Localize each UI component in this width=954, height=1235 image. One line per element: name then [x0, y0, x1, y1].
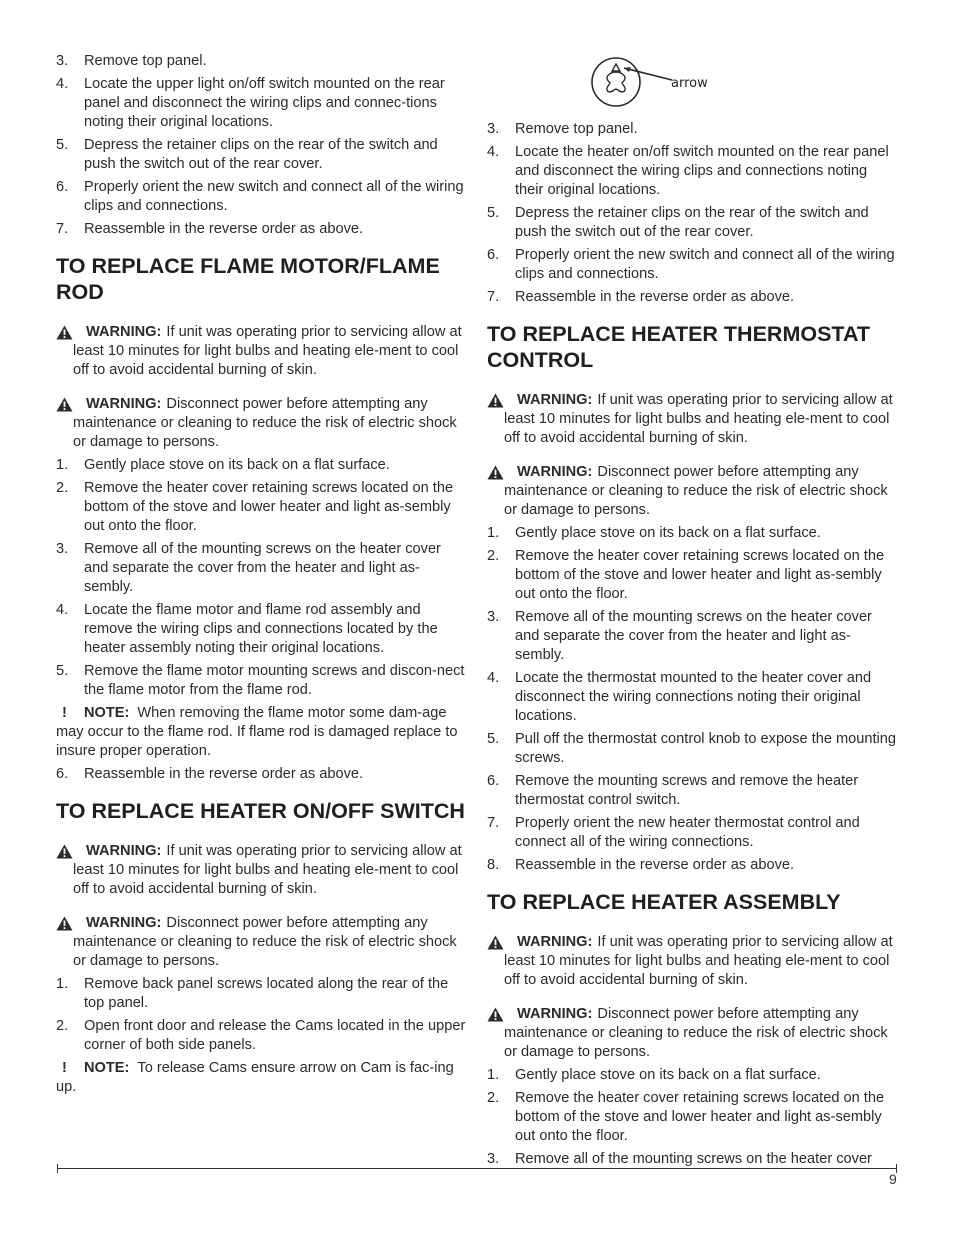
step-text: Locate the flame motor and flame rod assembly and remove the wiring clips and connections located by the heater assembly noting their original locations. [84, 602, 438, 656]
step-number: 6. [56, 766, 69, 782]
step-text: Remove top panel. [515, 121, 638, 137]
list-item [56, 765, 468, 784]
warning-text: Disconnect power before attempting any maintenance or cleaning to reduce the risk of electric shock or damage to persons. [73, 915, 457, 969]
page-number: 9 [889, 1171, 897, 1187]
list-item [56, 1017, 468, 1055]
step-number: 6. [56, 179, 69, 195]
step-text: Remove top panel. [84, 53, 207, 69]
list-item [487, 524, 899, 543]
note-block [56, 704, 468, 761]
list-item [56, 75, 468, 132]
warning-triangle-icon [56, 916, 73, 931]
footer-rule-end-left [57, 1164, 58, 1173]
step-text: Remove back panel screws located along the rear of the top panel. [84, 976, 449, 1011]
step-text: Remove the heater cover retaining screws located on the bottom of the stove and lower heater and light as-sembly out onto the floor. [515, 548, 885, 602]
warning-label: WARNING: [86, 843, 162, 859]
list-item [487, 204, 899, 242]
section-heading-thermostat: TO REPLACE HEATER THERMOSTAT CONTROL [487, 322, 871, 372]
step-text: Remove the mounting screws and remove the heater thermostat control switch. [515, 773, 859, 808]
footer-rule [57, 1168, 897, 1169]
warning-label: WARNING: [517, 934, 593, 950]
warning-label: WARNING: [86, 324, 162, 340]
step-number: 3. [56, 53, 69, 69]
section-heading-flame-motor: TO REPLACE FLAME MOTOR/FLAME ROD [56, 254, 440, 304]
warning-text: If unit was operating prior to servicing allow at least 10 minutes for light bulbs and heating ele-ment to cool off to avoid accidental burning of skin. [73, 843, 462, 897]
list-item [487, 120, 899, 139]
step-number: 1. [56, 976, 69, 992]
list-item [487, 246, 899, 284]
warning-triangle-icon [56, 844, 73, 859]
list-item [487, 1150, 899, 1169]
step-number: 8. [487, 857, 500, 873]
step-text: Pull off the thermostat control knob to expose the mounting screws. [515, 731, 897, 766]
step-text: Reassemble in the reverse order as above. [84, 221, 364, 237]
step-text: Depress the retainer clips on the rear of the switch and push the switch out of the rear cover. [515, 205, 869, 240]
warning-label: WARNING: [517, 392, 593, 408]
warning-label: WARNING: [86, 396, 162, 412]
step-text: Reassemble in the reverse order as above. [84, 766, 364, 782]
warning-label: WARNING: [517, 1006, 593, 1022]
step-number: 4. [56, 76, 69, 92]
warning-block [487, 933, 899, 990]
list-item [56, 136, 468, 174]
step-text: Remove all of the mounting screws on the heater cover and separate the cover from the heater and light as-sembly. [84, 541, 441, 595]
step-number: 1. [487, 1067, 500, 1083]
step-text: Reassemble in the reverse order as above. [515, 857, 795, 873]
note-label: NOTE: [84, 705, 130, 721]
step-text: Remove the flame motor mounting screws and discon-nect the flame motor from the flame rod. [84, 663, 465, 698]
warning-text: If unit was operating prior to servicing allow at least 10 minutes for light bulbs and heating ele-ment to cool off to avoid accidental burning of skin. [504, 934, 893, 988]
step-number: 7. [487, 815, 500, 831]
exclamation-icon: ! [62, 1060, 67, 1076]
step-text: Properly orient the new heater thermostat control and connect all of the wiring connections. [515, 815, 860, 850]
step-text: Gently place stove on its back on a flat surface. [84, 457, 390, 473]
section-heading-heater-switch: TO REPLACE HEATER ON/OFF SWITCH [56, 799, 465, 823]
exclamation-icon: ! [62, 705, 67, 721]
thermostat-steps [487, 524, 899, 875]
step-text: Locate the upper light on/off switch mounted on the rear panel and disconnect the wiring clips and connec-tions noting their original locations. [84, 76, 445, 130]
step-number: 4. [487, 670, 500, 686]
left-column [56, 52, 468, 1101]
step-number: 5. [487, 205, 500, 221]
list-item [487, 143, 899, 200]
warning-triangle-icon [487, 393, 504, 408]
flame-motor-final-step [56, 765, 468, 784]
step-text: Locate the thermostat mounted to the heater cover and disconnect the wiring connections noting their original locations. [515, 670, 872, 724]
step-text: Remove all of the mounting screws on the heater cover and separate the cover from the heater and light as-sembly. [515, 609, 872, 663]
step-number: 6. [487, 247, 500, 263]
step-number: 4. [487, 144, 500, 160]
step-number: 2. [56, 1018, 69, 1034]
note-text: When removing the flame motor some dam-age may occur to the flame rod. If flame rod is damaged replace to insure proper operation. [56, 705, 458, 759]
step-text: Properly orient the new switch and connect all of the wiring clips and connections. [84, 179, 464, 214]
cam-illustration-icon [590, 56, 674, 112]
list-item [487, 772, 899, 810]
list-item [56, 601, 468, 658]
warning-triangle-icon [487, 935, 504, 950]
intro-steps [56, 52, 468, 239]
list-item [487, 1066, 899, 1085]
step-number: 1. [487, 525, 500, 541]
step-text: Remove all of the mounting screws on the heater cover [515, 1151, 872, 1167]
step-text: Depress the retainer clips on the rear of the switch and push the switch out of the rear cover. [84, 137, 438, 172]
list-item [56, 178, 468, 216]
step-number: 2. [487, 1090, 500, 1106]
warning-block [56, 842, 468, 899]
step-number: 2. [56, 480, 69, 496]
warning-block [56, 914, 468, 971]
warning-block [56, 323, 468, 380]
warning-triangle-icon [56, 325, 73, 340]
step-number: 5. [487, 731, 500, 747]
list-item [56, 975, 468, 1013]
step-number: 5. [56, 663, 69, 679]
list-item [487, 547, 899, 604]
warning-block [487, 463, 899, 520]
step-text: Properly orient the new switch and connect all of the wiring clips and connections. [515, 247, 895, 282]
note-text: To release Cams ensure arrow on Cam is fac-ing up. [56, 1060, 454, 1095]
step-text: Open front door and release the Cams located in the upper corner of both side panels. [84, 1018, 466, 1053]
warning-text: If unit was operating prior to servicing allow at least 10 minutes for light bulbs and heating ele-ment to cool off to avoid accidental burning of skin. [73, 324, 462, 378]
step-text: Reassemble in the reverse order as above. [515, 289, 795, 305]
warning-block [56, 395, 468, 452]
step-text: Gently place stove on its back on a flat surface. [515, 525, 821, 541]
warning-text: Disconnect power before attempting any maintenance or cleaning to reduce the risk of electric shock or damage to persons. [73, 396, 457, 450]
step-text: Locate the heater on/off switch mounted on the rear panel and disconnect the wiring clips and connections noting their original locations. [515, 144, 889, 198]
step-number: 7. [487, 289, 500, 305]
step-number: 6. [487, 773, 500, 789]
warning-text: Disconnect power before attempting any maintenance or cleaning to reduce the risk of electric shock or damage to persons. [504, 1006, 888, 1060]
step-text: Remove the heater cover retaining screws located on the bottom of the stove and lower heater and light as-sembly out onto the floor. [515, 1090, 885, 1144]
list-item [487, 608, 899, 665]
note-block [56, 1059, 468, 1097]
warning-block [487, 1005, 899, 1062]
list-item [56, 662, 468, 700]
step-number: 5. [56, 137, 69, 153]
heater-assembly-steps [487, 1066, 899, 1169]
warning-label: WARNING: [86, 915, 162, 931]
list-item [56, 52, 468, 71]
step-text: Remove the heater cover retaining screws located on the bottom of the stove and lower heater and light as-sembly out onto the floor. [84, 480, 454, 534]
list-item [487, 1089, 899, 1146]
warning-block [487, 391, 899, 448]
list-item [56, 220, 468, 239]
cam-figure [487, 56, 899, 122]
step-number: 2. [487, 548, 500, 564]
heater-switch-steps-continued [487, 120, 899, 307]
warning-text: If unit was operating prior to servicing allow at least 10 minutes for light bulbs and heating ele-ment to cool off to avoid accidental burning of skin. [504, 392, 893, 446]
list-item [487, 814, 899, 852]
note-label: NOTE: [84, 1060, 130, 1076]
list-item [56, 456, 468, 475]
list-item [56, 479, 468, 536]
step-number: 4. [56, 602, 69, 618]
step-number: 1. [56, 457, 69, 473]
list-item [487, 669, 899, 726]
step-number: 3. [487, 1151, 500, 1167]
step-number: 3. [56, 541, 69, 557]
warning-label: WARNING: [517, 464, 593, 480]
list-item [487, 856, 899, 875]
warning-triangle-icon [487, 465, 504, 480]
right-column [487, 56, 899, 1173]
list-item [56, 540, 468, 597]
warning-text: Disconnect power before attempting any maintenance or cleaning to reduce the risk of electric shock or damage to persons. [504, 464, 888, 518]
step-number: 7. [56, 221, 69, 237]
list-item [487, 730, 899, 768]
warning-triangle-icon [487, 1007, 504, 1022]
step-number: 3. [487, 121, 500, 137]
flame-motor-steps [56, 456, 468, 700]
warning-triangle-icon [56, 397, 73, 412]
cam-arrow-label: arrow [671, 76, 708, 91]
heater-switch-steps [56, 975, 468, 1055]
list-item [487, 288, 899, 307]
step-text: Gently place stove on its back on a flat surface. [515, 1067, 821, 1083]
step-number: 3. [487, 609, 500, 625]
section-heading-heater-assembly: TO REPLACE HEATER ASSEMBLY [487, 890, 841, 914]
